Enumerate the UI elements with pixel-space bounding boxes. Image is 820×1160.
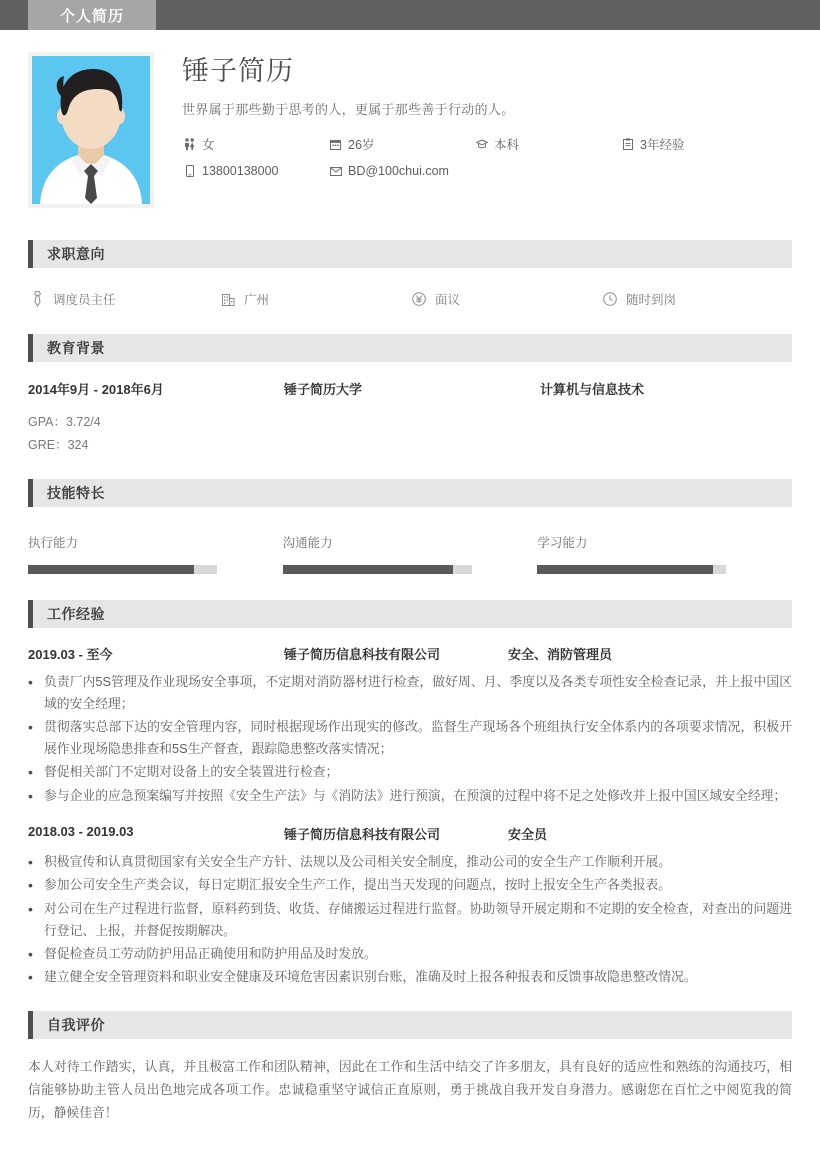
skill-name: 沟通能力: [282, 536, 333, 551]
bullet-dot: •: [28, 674, 33, 691]
profile-tagline: 世界属于那些勤于思考的人，更属于那些善于行动的人。: [182, 102, 515, 118]
graduation-cap-icon: [474, 139, 489, 150]
job-bullet: [28, 761, 792, 783]
self-evaluation-text: 本人对待工作踏实，认真，并且极富工作和团队精神，因此在工作和生活中结交了许多朋友，具有良好的适应性和熟练的沟通技巧，相信能够协助主管人员出色地完成各项工作。忠诚稳重坚守诚信正直原则，勇于挑战自我开发自身潜力。感谢您在百忙之中阅览我的简历，静候佳音！: [28, 1058, 792, 1120]
section-title-self-evaluation: 自我评价: [47, 1016, 105, 1033]
bullet-dot: •: [28, 854, 33, 871]
meta-phone: [182, 164, 328, 178]
job-period: 2018.03 - 2019.03: [28, 824, 134, 840]
meta-age-value: 26岁: [348, 138, 375, 153]
meta-age: [328, 135, 474, 153]
candidate-name: 锤子简历: [182, 56, 294, 86]
section-header-skills: [28, 479, 792, 507]
meta-gender: [182, 135, 328, 153]
bullet-dot: •: [28, 764, 33, 781]
avatar-frame: [28, 52, 154, 208]
profile-meta-row-1: [182, 135, 792, 153]
education-details: [28, 411, 792, 457]
profile-meta-grid: [182, 135, 792, 178]
skill-progress-fill: [537, 565, 713, 574]
resume-content: [0, 30, 820, 1124]
envelope-icon: [328, 167, 343, 176]
bullet-text: 督促检查员工劳动防护用品正确使用和防护用品及时发放。: [44, 945, 377, 961]
intent-availability-value: 随时到岗: [626, 293, 677, 307]
job-intention-row: [28, 268, 792, 312]
bullet-text: 对公司在生产过程进行监督，原料药到货、收货、存储搬运过程进行监督。协助领导开展定期和不定期的安全检查，对查出的问题进行登记、上报，并督促按期解决。: [44, 900, 792, 938]
education-major: 计算机与信息技术: [540, 382, 645, 397]
job-bullet-list: [28, 851, 792, 989]
bullet-dot: •: [28, 787, 33, 804]
avatar-photo: [32, 56, 150, 204]
section-header-work-experience: [28, 600, 792, 628]
job-bullet-list: [28, 671, 792, 807]
section-header-education: [28, 334, 792, 362]
skill-progress-track: [537, 565, 726, 574]
intent-position-value: 调度员主任: [53, 293, 116, 307]
gender-icon: [182, 138, 197, 150]
job-role: 安全员: [508, 827, 548, 843]
skill-item: [283, 533, 538, 574]
job-company: 锤子简历信息科技有限公司: [284, 647, 441, 663]
bullet-dot: •: [28, 969, 33, 986]
job-role: 安全、消防管理员: [508, 647, 613, 663]
bullet-dot: •: [28, 719, 33, 736]
meta-gender-value: 女: [202, 138, 215, 153]
top-bar: [0, 0, 820, 30]
skill-progress-track: [28, 565, 217, 574]
skill-name: 学习能力: [537, 536, 588, 551]
calendar-icon: [328, 139, 343, 150]
skills-row: [28, 507, 792, 578]
skill-item: [537, 533, 792, 574]
meta-email-value: BD@100chui.com: [348, 164, 449, 179]
skill-name: 执行能力: [28, 536, 79, 551]
education-school: 锤子简历大学: [284, 382, 363, 397]
top-bar-left-spacer: [0, 0, 28, 30]
job-bullet: [28, 874, 792, 896]
skill-progress-track: [283, 565, 472, 574]
section-title-skills: 技能特长: [47, 485, 105, 502]
job-entry-header: [28, 808, 792, 843]
tie-icon: [28, 291, 46, 307]
building-icon: [219, 292, 237, 306]
education-gre: GRE：324: [28, 438, 89, 453]
clock-icon: [601, 292, 619, 306]
job-bullet: [28, 671, 792, 715]
intent-location: [219, 290, 410, 308]
skill-progress-fill: [283, 565, 453, 574]
job-bullet: [28, 966, 792, 988]
profile-meta-row-2: [182, 164, 792, 178]
intent-salary: [410, 290, 601, 308]
job-company: 锤子简历信息科技有限公司: [284, 827, 441, 843]
bullet-dot: •: [28, 945, 33, 962]
intent-availability: [601, 290, 792, 308]
meta-education: [474, 135, 620, 153]
intent-position: [28, 290, 219, 308]
meta-phone-value: 13800138000: [202, 164, 279, 179]
profile-info: [154, 52, 792, 208]
job-entry-header: [28, 628, 792, 663]
meta-experience: [620, 135, 766, 153]
mobile-phone-icon: [182, 165, 197, 177]
bullet-text: 积极宣传和认真贯彻国家有关安全生产方针、法规以及公司相关安全制度，推动公司的安全生产工作顺利开展。: [44, 854, 672, 870]
yen-circle-icon: [410, 292, 428, 306]
job-bullet: [28, 785, 792, 807]
bullet-text: 督促相关部门不定期对设备上的安全装置进行检查；: [44, 764, 339, 780]
section-title-education: 教育背景: [47, 340, 105, 356]
job-bullet: [28, 851, 792, 873]
bullet-dot: •: [28, 900, 33, 917]
section-title-job-intention: 求职意向: [47, 246, 105, 262]
bullet-dot: •: [28, 877, 33, 894]
job-bullet: [28, 943, 792, 965]
bullet-text: 参加公司安全生产类会议，每日定期汇报安全生产工作，提出当天发现的问题点，按时上报安全生产各类报表。: [44, 877, 672, 893]
bullet-text: 负责厂内5S管理及作业现场安全事项，不定期对消防器材进行检查，做好周、月、季度以及各类专项性安全检查记录，并上报中国区域的安全经理；: [44, 674, 792, 712]
section-title-work-experience: 工作经验: [47, 606, 105, 623]
education-period: 2014年9月 - 2018年6月: [28, 382, 164, 397]
job-bullet: [28, 898, 792, 942]
meta-experience-value: 3年经验: [640, 138, 685, 153]
section-header-job-intention: [28, 240, 792, 268]
skill-item: [28, 533, 283, 574]
education-entry-header: [28, 362, 792, 398]
intent-salary-value: 面议: [435, 293, 461, 307]
bullet-text: 贯彻落实总部下达的安全管理内容，同时根据现场作出现实的修改。监督生产现场各个班组执行安全体系内的各项要求情况，积极开展作业现场隐患排查和5S生产督查，跟踪隐患整改落实情况；: [44, 719, 792, 757]
job-period: 2019.03 - 至今: [28, 647, 113, 663]
meta-education-value: 本科: [494, 138, 520, 153]
section-header-self-evaluation: [28, 1011, 792, 1039]
intent-location-value: 广州: [244, 293, 270, 307]
skill-progress-fill: [28, 565, 194, 574]
bullet-text: 建立健全安全管理资料和职业安全健康及环境危害因素识别台账，准确及时上报各种报表和反馈事故隐患整改情况。: [44, 969, 697, 985]
clipboard-icon: [620, 138, 635, 150]
resume-title-tab: 个人简历: [28, 0, 156, 30]
education-gpa: GPA：3.72/4: [28, 415, 101, 429]
bullet-text: 参与企业的应急预案编写并按照《安全生产法》与《消防法》进行预演，在预演的过程中将不足之处修改并上报中国区域安全经理；: [44, 787, 787, 803]
job-bullet: [28, 716, 792, 760]
meta-email: [328, 164, 449, 178]
profile-header: [28, 30, 792, 218]
